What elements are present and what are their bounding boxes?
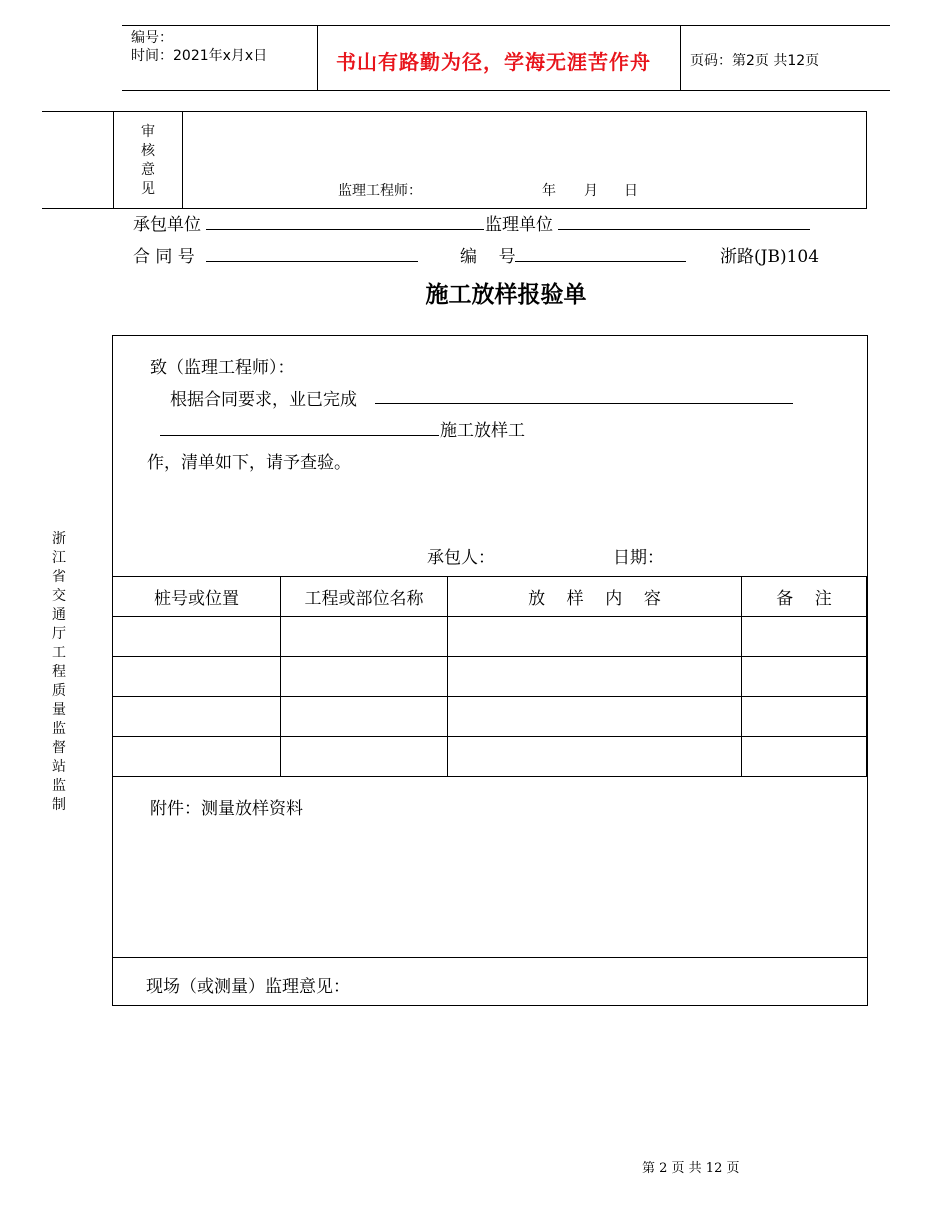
addressee-line: 致（监理工程师）： xyxy=(150,358,295,378)
form-title: 施工放样报验单 xyxy=(425,281,587,308)
table-row xyxy=(113,617,867,657)
completed-work-field[interactable] xyxy=(375,403,793,404)
table-cell[interactable] xyxy=(448,657,742,697)
table-cell[interactable] xyxy=(448,617,742,657)
table-cell[interactable] xyxy=(448,697,742,737)
header-number-label: 编号： xyxy=(131,30,173,46)
form-code: 浙路(JB)104 xyxy=(720,247,820,267)
table-cell[interactable] xyxy=(281,697,448,737)
table-cell[interactable] xyxy=(113,737,281,777)
review-engineer-label: 监理工程师： xyxy=(338,183,422,199)
review-divider xyxy=(182,111,183,208)
side-issuer-text: 浙 江 省 交 通 厅 工 程 质 量 监 督 站 监 制 xyxy=(52,531,66,813)
review-opinion-label: 审 核 意 见 xyxy=(141,124,155,197)
review-box xyxy=(42,111,867,209)
table-row xyxy=(113,657,867,697)
table-row xyxy=(113,737,867,777)
table-cell[interactable] xyxy=(742,657,867,697)
table-cell[interactable] xyxy=(742,697,867,737)
review-day: 日 xyxy=(624,183,638,199)
paragraph-end: 作，清单如下，请予查验。 xyxy=(147,453,351,473)
header-cell-location: 桩号或位置 xyxy=(113,577,281,617)
review-month: 月 xyxy=(584,183,598,199)
paragraph-middle: 施工放样工 xyxy=(440,421,525,441)
contract-number-label: 合 同 号 xyxy=(133,247,195,267)
form-number-label: 编 号 xyxy=(460,247,516,267)
section-divider xyxy=(112,957,867,958)
supervisor-field[interactable] xyxy=(558,229,810,230)
table-cell[interactable] xyxy=(281,737,448,777)
table-cell[interactable] xyxy=(113,697,281,737)
review-divider xyxy=(113,111,114,208)
contract-number-field[interactable] xyxy=(206,261,418,262)
table-cell[interactable] xyxy=(113,657,281,697)
header-divider xyxy=(680,25,681,90)
contractor-field[interactable] xyxy=(206,229,484,230)
header-divider xyxy=(317,25,318,90)
table-cell[interactable] xyxy=(448,737,742,777)
page-footer: 第 2 页 共 12 页 xyxy=(642,1161,740,1176)
review-year: 年 xyxy=(542,183,556,199)
header-time-label: 时间：2021年x月x日 xyxy=(131,48,268,64)
stakeout-table xyxy=(112,576,867,777)
table-cell[interactable] xyxy=(281,657,448,697)
supervisor-label: 监理单位 xyxy=(485,215,553,235)
header-cell-part-name: 工程或部位名称 xyxy=(281,577,448,617)
attachment-label: 附件：测量放样资料 xyxy=(150,799,303,819)
table-cell[interactable] xyxy=(113,617,281,657)
header-top-rule xyxy=(122,25,890,26)
contractor-sign-label: 承包人： xyxy=(427,548,495,568)
header-motto: 书山有路勤为径，学海无涯苦作舟 xyxy=(336,50,651,74)
form-number-field[interactable] xyxy=(515,261,686,262)
header-page-label: 页码：第2页 共12页 xyxy=(690,53,820,69)
table-header-row xyxy=(113,577,867,617)
header-cell-remarks: 备 注 xyxy=(742,577,867,617)
header-bottom-rule xyxy=(122,90,890,91)
table-cell[interactable] xyxy=(742,737,867,777)
table-row xyxy=(113,697,867,737)
contractor-label: 承包单位 xyxy=(133,215,201,235)
header-cell-content: 放 样 内 容 xyxy=(448,577,742,617)
table-cell[interactable] xyxy=(281,617,448,657)
paragraph-start: 根据合同要求，业已完成 xyxy=(170,390,357,410)
table-cell[interactable] xyxy=(742,617,867,657)
site-opinion-label: 现场（或测量）监理意见： xyxy=(146,977,350,997)
completed-work-field-2[interactable] xyxy=(160,435,439,436)
date-label: 日期： xyxy=(613,548,664,568)
